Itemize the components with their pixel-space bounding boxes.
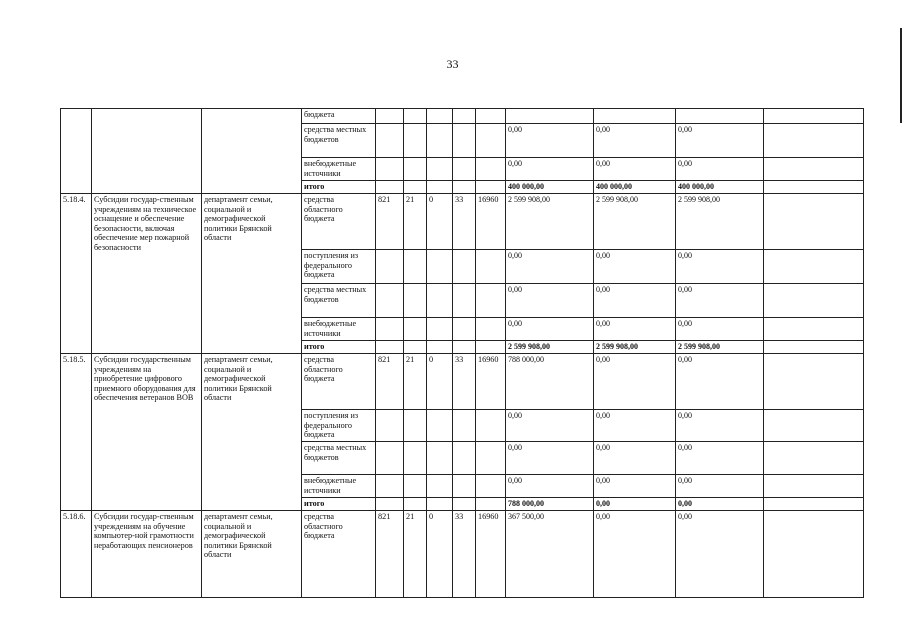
cell-value: 400 000,00 xyxy=(594,181,676,194)
table-row xyxy=(61,194,864,250)
cell-value: 0,00 xyxy=(676,410,764,442)
cell-value: 0,00 xyxy=(506,410,594,442)
code-pr: 0 xyxy=(427,354,453,410)
code-vr: 16960 xyxy=(476,354,506,410)
page-number: 33 xyxy=(446,57,459,71)
table-row xyxy=(61,354,864,410)
cell-label: внебюджетные источники xyxy=(302,475,376,498)
cell-value: 0,00 xyxy=(594,318,676,341)
cell-value: 2 599 908,00 xyxy=(594,194,676,250)
cell-label: внебюджетные источники xyxy=(302,158,376,181)
cell-value: 0,00 xyxy=(676,250,764,284)
cell-value: 0,00 xyxy=(594,410,676,442)
cell-value: 367 500,00 xyxy=(506,511,594,598)
cell-value: 0,00 xyxy=(594,158,676,181)
cell-value: 0,00 xyxy=(506,250,594,284)
code-rz: 21 xyxy=(404,194,427,250)
cell-value: 0,00 xyxy=(676,124,764,158)
cell-value: 0,00 xyxy=(594,250,676,284)
cell-value: 0,00 xyxy=(594,124,676,158)
table-row xyxy=(61,511,864,598)
cell-value: 2 599 908,00 xyxy=(676,341,764,354)
item-department: департамент семьи, социальной и демографической политики Брянской области xyxy=(202,354,302,511)
code-csr: 33 xyxy=(453,354,476,410)
cell-label: бюджета xyxy=(302,109,376,124)
cell-value: 2 599 908,00 xyxy=(506,341,594,354)
cell-value: 0,00 xyxy=(676,442,764,475)
cell-value: 0,00 xyxy=(594,511,676,598)
cell-label: средства местных бюджетов xyxy=(302,442,376,475)
cell-value: 0,00 xyxy=(594,475,676,498)
cell-label: поступления из федерального бюджета xyxy=(302,250,376,284)
cell-value: 0,00 xyxy=(506,124,594,158)
cell-label: средства областного бюджета xyxy=(302,511,376,598)
code-grbs: 821 xyxy=(376,354,404,410)
code-csr: 33 xyxy=(453,511,476,598)
cell-value: 0,00 xyxy=(506,284,594,318)
item-number: 5.18.5. xyxy=(61,354,92,511)
cell-value: 0,00 xyxy=(676,284,764,318)
cell-label: средства местных бюджетов xyxy=(302,124,376,158)
cell-value: 0,00 xyxy=(676,498,764,511)
cell-value: 788 000,00 xyxy=(506,354,594,410)
code-csr: 33 xyxy=(453,194,476,250)
cell-label: внебюджетные источники xyxy=(302,318,376,341)
cell-label: итого xyxy=(302,498,376,511)
item-name: Субсидии государ-ственным учреждениям на обучение компьютер-ной грамотности неработающих пенсионеров xyxy=(92,511,202,598)
cell-label: средства местных бюджетов xyxy=(302,284,376,318)
cell-value: 788 000,00 xyxy=(506,498,594,511)
item-name: Субсидии государственным учреждениям на приобретение цифрового приемного оборудования для обеспечения ветеранов ВОВ xyxy=(92,354,202,511)
table-row xyxy=(61,109,864,124)
cell-label: средства областного бюджета xyxy=(302,194,376,250)
cell-label: итого xyxy=(302,181,376,194)
item-department: департамент семьи, социальной и демографической политики Брянской области xyxy=(202,194,302,354)
cell-value: 2 599 908,00 xyxy=(506,194,594,250)
cell-value: 2 599 908,00 xyxy=(676,194,764,250)
cell-value: 0,00 xyxy=(506,318,594,341)
code-rz: 21 xyxy=(404,511,427,598)
cell-value: 0,00 xyxy=(594,442,676,475)
cell-value: 0,00 xyxy=(506,442,594,475)
cell-label: поступления из федерального бюджета xyxy=(302,410,376,442)
cell-value: 0,00 xyxy=(676,318,764,341)
cell-value: 400 000,00 xyxy=(506,181,594,194)
code-vr: 16960 xyxy=(476,194,506,250)
cell-value: 0,00 xyxy=(506,475,594,498)
code-pr: 0 xyxy=(427,511,453,598)
budget-table xyxy=(60,108,864,598)
cell-value: 0,00 xyxy=(594,354,676,410)
code-grbs: 821 xyxy=(376,194,404,250)
item-name: Субсидии государ-ственным учреждениям на техническое оснащение и обеспечение безопасности, включая обеспечение мер пожарной безопасности xyxy=(92,194,202,354)
cell-value: 400 000,00 xyxy=(676,181,764,194)
code-vr: 16960 xyxy=(476,511,506,598)
margin-rule xyxy=(900,28,902,123)
cell-value: 0,00 xyxy=(676,158,764,181)
code-grbs: 821 xyxy=(376,511,404,598)
cell-value: 0,00 xyxy=(676,475,764,498)
cell-label: итого xyxy=(302,341,376,354)
cell-value: 2 599 908,00 xyxy=(594,341,676,354)
code-rz: 21 xyxy=(404,354,427,410)
cell-value: 0,00 xyxy=(594,498,676,511)
cell-value: 0,00 xyxy=(676,511,764,598)
cell-value: 0,00 xyxy=(594,284,676,318)
item-department: департамент семьи, социальной и демографической политики Брянской области xyxy=(202,511,302,598)
item-number: 5.18.4. xyxy=(61,194,92,354)
cell-value: 0,00 xyxy=(506,158,594,181)
code-pr: 0 xyxy=(427,194,453,250)
item-number: 5.18.6. xyxy=(61,511,92,598)
cell-label: средства областного бюджета xyxy=(302,354,376,410)
cell-value: 0,00 xyxy=(676,354,764,410)
